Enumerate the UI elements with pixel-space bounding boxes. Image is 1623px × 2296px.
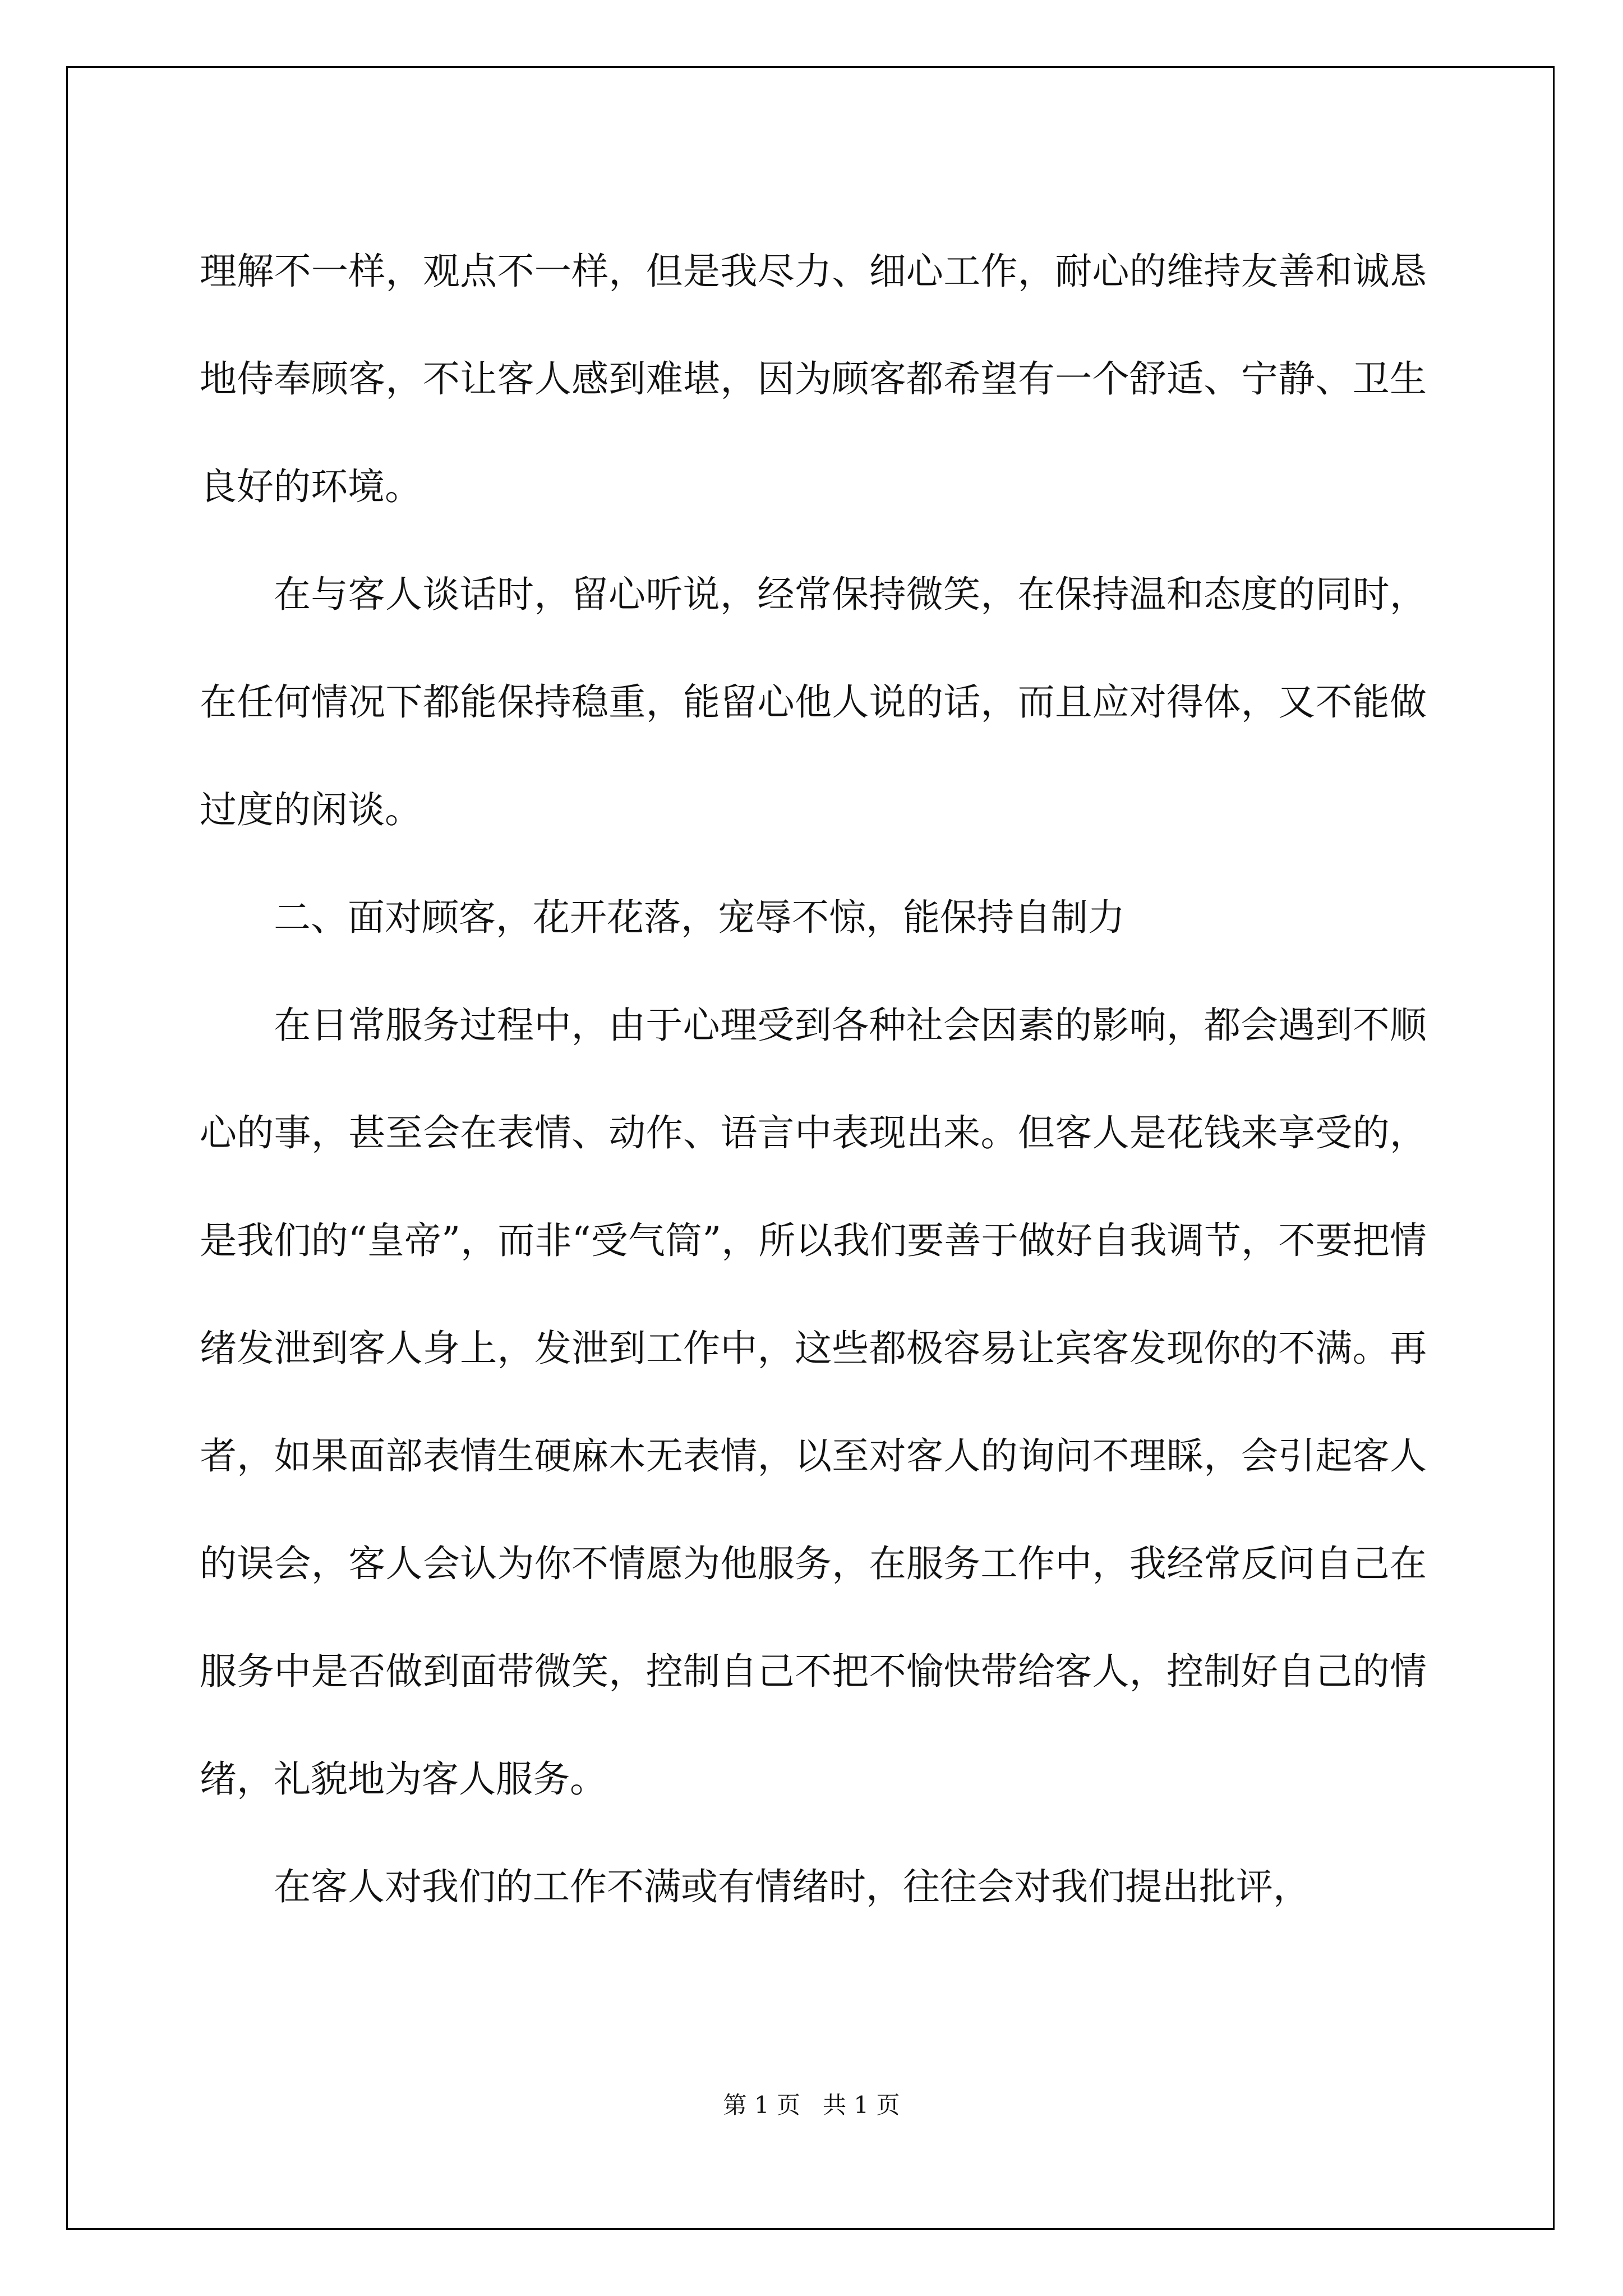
document-body (200, 218, 1427, 1941)
page-footer: 第 1 页 共 1 页 (723, 2091, 900, 2119)
paragraph-customer-criticism: 在客人对我们的工作不满或有情绪时，往往会对我们提出批评， (274, 1865, 1310, 1908)
section-heading-self-control: 二、面对顾客，花开花落，宠辱不惊，能保持自制力 (274, 896, 1125, 939)
paragraph-conversation: 在与客人谈话时，留心听说，经常保持微笑，在保持温和态度的同时，在任何情况下都能保持稳重，能留心他人说的话，而且应对得体，又不能做过度的闲谈。 (200, 573, 1427, 831)
paragraph-daily-service: 在日常服务过程中，由于心理受到各种社会因素的影响，都会遇到不顺心的事，甚至会在表情、动作、语言中表现出来。但客人是花钱来享受的，是我们的“皇帝”，而非“受气筒”，所以我们要善于做好自我调节，不要把情绪发泄到客人身上，发泄到工作中，这些都极容易让宾客发现你的不满。再者，如果面部表情生硬麻木无表情，以至对客人的询问不理睬，会引起客人的误会，客人会认为你不情愿为他服务，在服务工作中，我经常反问自己在服务中是否做到面带微笑，控制自己不把不愉快带给客人，控制好自己的情绪，礼貌地为客人服务。 (200, 1004, 1427, 1801)
paragraph-continuation: 理解不一样，观点不一样，但是我尽力、细心工作，耐心的维持友善和诚恳地侍奉顾客，不让客人感到难堪，因为顾客都希望有一个舒适、宁静、卫生良好的环境。 (200, 250, 1427, 508)
